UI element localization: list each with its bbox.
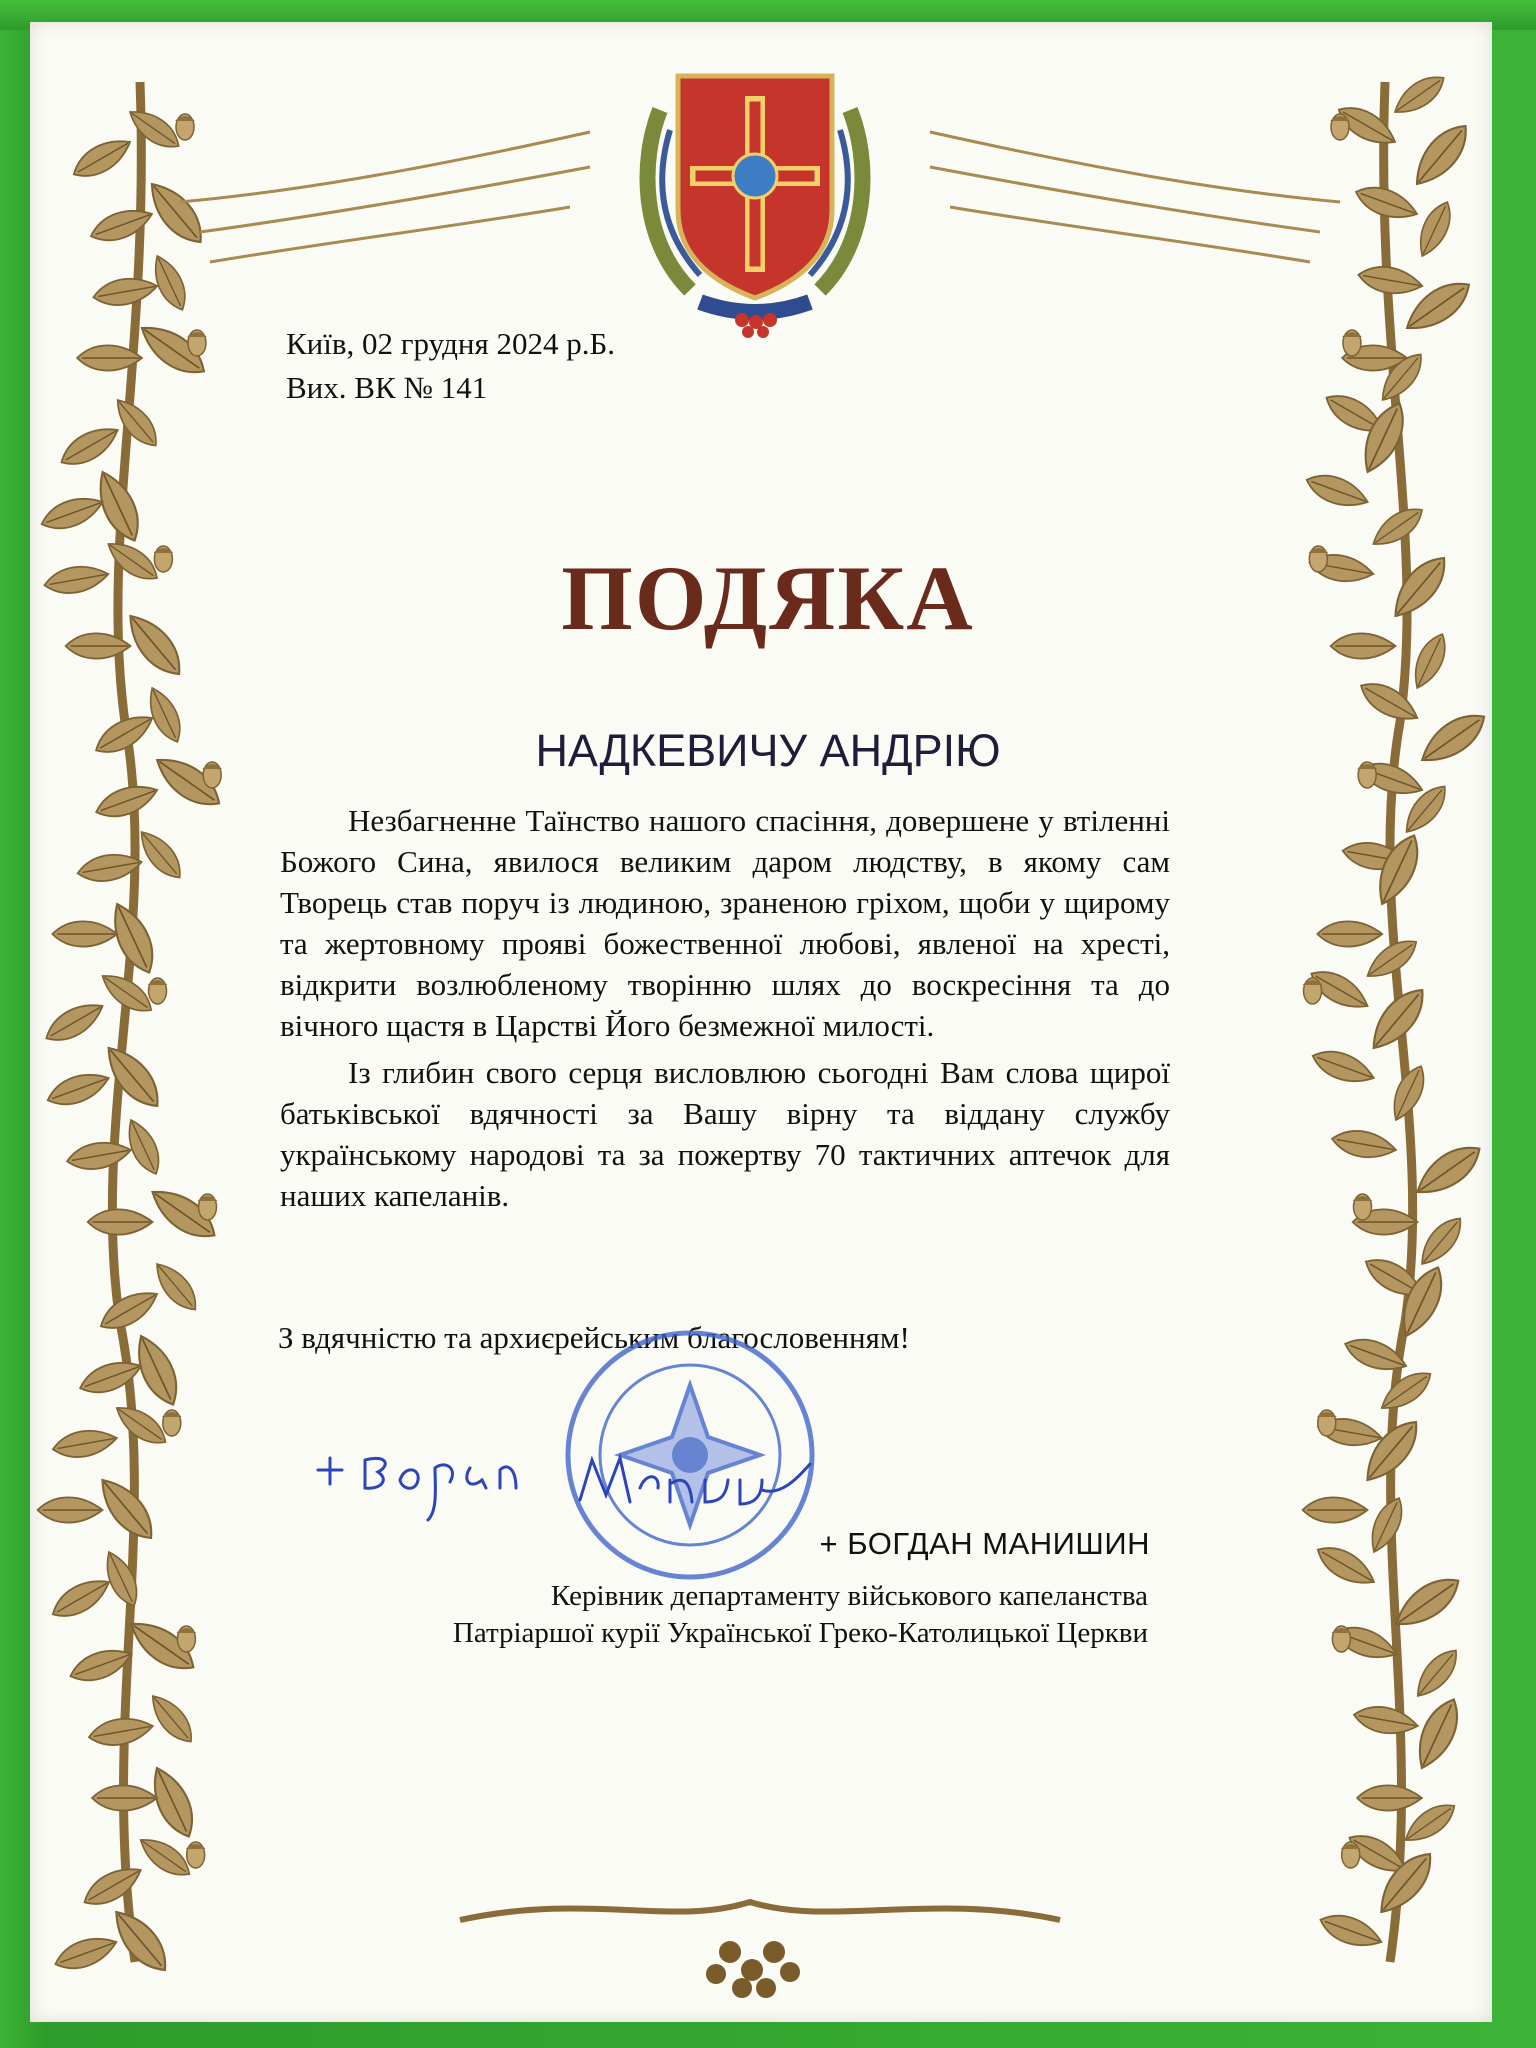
addressee: НАДКЕВИЧУ АНДРІЮ (535, 725, 1001, 776)
acorn-icon (1341, 1842, 1361, 1868)
oak-leaf-icon (1302, 468, 1372, 514)
oak-leaf-icon (1406, 117, 1477, 194)
oak-leaf-icon (40, 995, 109, 1049)
oak-leaf-icon (37, 490, 107, 536)
bottom-ornament-icon (460, 1902, 1060, 1998)
oak-leaf-icon (88, 1209, 153, 1234)
body-paragraph: Незбагненне Таїнство нашого спасіння, довершене у втіленні Божого Сина, явилося великим даром людству, в якому сам Творець став поруч із людиною, зраненою гріхом, щоби у щирому та жертовному прояві божественної любові, явленої на хресті, відкрити возлюбленому творінню шлях до воскресіння та до вічного щастя в Царстві Його безмежної милості. (280, 803, 1170, 1043)
oak-leaf-icon (38, 1497, 103, 1522)
oak-leaf-icon (55, 419, 124, 473)
oak-leaf-icon (76, 1354, 146, 1400)
body-paragraph: Із глибин свого серця висловлюю сьогодні Вам слова щирої батьківської вдячності за Вашу вірну та віддану службу українському народові та за пожертву 70 тактичних аптечок для наших капеланів. (280, 1055, 1170, 1213)
oak-leaf-icon (43, 1066, 113, 1112)
position-line: Керівник департаменту військового капеланства (550, 1580, 1148, 1612)
oak-leaf-icon (148, 1257, 204, 1317)
oak-leaf-icon (92, 1785, 157, 1810)
acorn-icon (175, 114, 195, 140)
oak-leaf-icon (51, 1426, 119, 1462)
oak-leaf-icon (144, 1689, 200, 1749)
oak-leaf-icon (1303, 1497, 1368, 1522)
oak-leaf-icon (95, 1283, 164, 1337)
oak-leaf-icon (1388, 68, 1450, 121)
oak-leaf-icon (109, 393, 165, 453)
closing-line: З вдячністю та архиєрейським благословенням! (278, 1320, 910, 1355)
oak-leaf-icon (133, 825, 189, 885)
oak-leaf-icon (52, 921, 117, 946)
oak-leaf-icon (147, 251, 193, 315)
signer-position (453, 1578, 1148, 1652)
acorn-icon (162, 1410, 182, 1436)
oak-leaf-icon (1308, 1044, 1378, 1090)
handwritten-signature-icon (310, 1440, 830, 1550)
wheat-left-icon (180, 132, 590, 262)
oak-leaf-icon (1352, 1702, 1420, 1738)
oak-leaf-icon (1317, 921, 1382, 946)
oak-leaf-icon (68, 131, 137, 185)
oak-leaf-icon (91, 274, 159, 310)
oak-leaf-icon (87, 1714, 155, 1750)
oak-leaf-icon (1413, 1211, 1469, 1271)
oak-leaf-icon (120, 1115, 166, 1179)
document-body (280, 800, 1170, 1222)
acorn-icon (198, 1194, 218, 1220)
acorn-icon (1342, 330, 1362, 356)
acorn-icon (1331, 1626, 1351, 1652)
acorn-icon (148, 978, 168, 1004)
acorn-icon (1353, 1194, 1373, 1220)
oak-leaf-icon (78, 1859, 147, 1913)
left-garland-icon (37, 82, 227, 1979)
outgoing-number: Вих. ВК № 141 (286, 370, 488, 405)
position-line: Патріаршої курії Української Греко-Католицької Церкви (452, 1617, 1148, 1649)
oak-leaf-icon (1409, 1137, 1488, 1204)
oak-leaf-icon (1409, 1693, 1468, 1774)
oak-leaf-icon (99, 1547, 145, 1611)
oak-leaf-icon (87, 202, 157, 248)
acorn-icon (176, 1626, 196, 1652)
oak-leaf-icon (1355, 675, 1424, 729)
oak-leaf-icon (1412, 197, 1458, 261)
oak-leaf-icon (1409, 1643, 1465, 1703)
place-date: Київ, 02 грудня 2024 р.Б. (286, 326, 616, 361)
document-title: ПОДЯКА (561, 547, 975, 649)
oak-leaf-icon (92, 778, 162, 824)
oak-leaf-icon (1312, 1539, 1381, 1593)
acorn-icon (186, 1842, 206, 1868)
signer-name: + БОГДАН МАНИШИН (819, 1526, 1150, 1561)
document-meta (286, 322, 615, 410)
coat-of-arms-icon (630, 70, 880, 340)
oak-leaf-icon (1316, 1908, 1386, 1954)
oak-leaf-icon (47, 1571, 116, 1625)
acorn-icon (1330, 114, 1350, 140)
oak-leaf-icon (1357, 1785, 1422, 1810)
acorn-icon (1303, 978, 1323, 1004)
oak-leaf-icon (1356, 262, 1424, 298)
oak-leaf-icon (1330, 1126, 1398, 1162)
acorn-icon (187, 330, 207, 356)
acorn-icon (1317, 1410, 1337, 1436)
wheat-right-icon (930, 132, 1340, 262)
oak-leaf-icon (51, 1930, 121, 1976)
oak-leaf-icon (1375, 1364, 1437, 1417)
oak-leaf-icon (65, 1138, 133, 1174)
right-garland-icon (1302, 68, 1492, 1962)
